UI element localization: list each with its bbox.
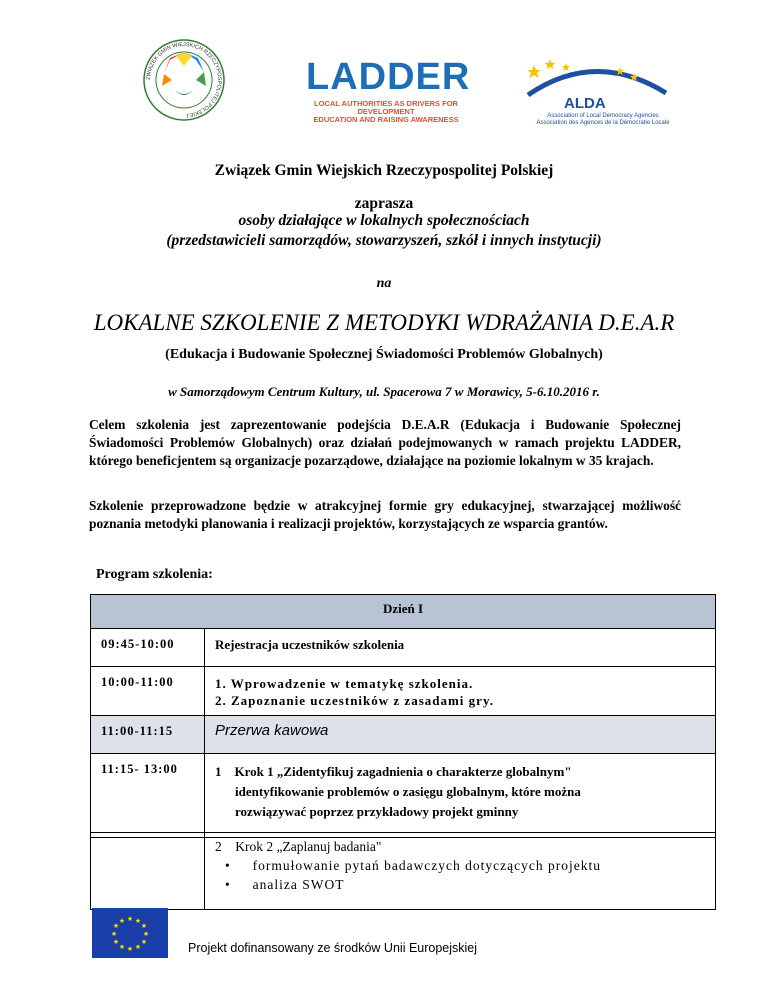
paragraph-goal: Celem szkolenia jest zaprezentowanie podejścia D.E.A.R (Edukacja i Budowanie Społecznej Świadomości Problemów Globalnych) oraz działań podejmowanych w ramach projektu LADDER, którego beneficjentem są organizacje pozarządowe, działające na poziomie lokalnym w 35 krajach. bbox=[89, 417, 681, 468]
bullet-item: formułowanie pytań badawczych dotyczących projektu bbox=[252, 858, 601, 873]
table-row bbox=[91, 754, 716, 838]
activity-line: 2. Zapoznanie uczestników z zasadami gry. bbox=[215, 693, 494, 708]
step-title: Krok 2 „Zaplanuj badania" bbox=[235, 839, 382, 854]
invites-text: zaprasza bbox=[354, 195, 414, 212]
svg-text:★: ★ bbox=[140, 938, 148, 946]
table-row bbox=[91, 629, 716, 667]
ladder-wordmark: LADDER bbox=[306, 56, 471, 98]
step-number: 1 bbox=[215, 764, 222, 779]
svg-text:★: ★ bbox=[142, 930, 150, 938]
program-label: Program szkolenia: bbox=[96, 567, 213, 582]
alda-subtitle-1: Association of Local Democracy Agencies bbox=[547, 113, 659, 119]
bullet-icon: • bbox=[225, 858, 231, 873]
time-cell: 10:00-11:00 bbox=[91, 667, 205, 716]
svg-text:★: ★ bbox=[134, 943, 142, 951]
ladder-logo bbox=[306, 56, 471, 124]
event-subtitle: (Edukacja i Budowanie Społecznej Świadomości Problemów Globalnych) bbox=[165, 347, 603, 362]
alda-wordmark: ALDA bbox=[564, 95, 606, 112]
funding-note: Projekt dofinansowany ze środków Unii Europejskiej bbox=[188, 941, 478, 955]
activity-line: 1. Wprowadzenie w tematykę szkolenia. bbox=[215, 676, 474, 691]
bullet-item: analiza SWOT bbox=[252, 877, 345, 892]
alda-logo bbox=[520, 55, 670, 135]
svg-text:★: ★ bbox=[110, 930, 118, 938]
bullet-icon: • bbox=[225, 877, 231, 892]
time-cell: 11:00-11:15 bbox=[91, 716, 205, 754]
activity-line: identyfikowanie problemów o zasięgu globalnym, które można bbox=[235, 784, 581, 799]
svg-text:★: ★ bbox=[126, 945, 134, 953]
activity-cell bbox=[205, 833, 716, 910]
event-title: LOKALNE SZKOLENIE Z METODYKI WDRAŻANIA D.E.A.R bbox=[93, 310, 675, 335]
zgwrp-logo bbox=[140, 36, 228, 124]
table-row bbox=[91, 833, 716, 910]
alda-subtitle-2: Association des Agences de la Démocratie Locale bbox=[536, 120, 670, 126]
time-cell bbox=[91, 833, 205, 910]
time-cell: 11:15- 13:00 bbox=[91, 754, 205, 838]
eu-flag-icon bbox=[92, 908, 168, 958]
table-row bbox=[91, 716, 716, 754]
activity-cell: Rejestracja uczestników szkolenia bbox=[205, 629, 716, 667]
audience-line-2: (przedstawicieli samorządów, stowarzyszeń, szkół i innych instytucji) bbox=[166, 232, 602, 249]
svg-text:★: ★ bbox=[140, 922, 148, 930]
activity-cell bbox=[205, 667, 716, 716]
svg-text:★: ★ bbox=[118, 943, 126, 951]
svg-text:★: ★ bbox=[134, 917, 142, 925]
event-venue: w Samorządowym Centrum Kultury, ul. Spacerowa 7 w Morawicy, 5-6.10.2016 r. bbox=[168, 384, 600, 399]
paragraph-format: Szkolenie przeprowadzone będzie w atrakcyjnej formie gry edukacyjnej, stwarzającej możliwość poznania metodyki planowania i realizacji projektów, korzystających ze wsparcia grantów. bbox=[89, 498, 681, 531]
audience-line-1: osoby działające w lokalnych społecznościach bbox=[238, 212, 530, 229]
ladder-tagline-2: EDUCATION AND RAISING AWARENESS bbox=[313, 115, 459, 124]
svg-text:★: ★ bbox=[112, 938, 120, 946]
ladder-tagline-1: LOCAL AUTHORITIES AS DRIVERS FOR DEVELOPMENT bbox=[314, 99, 458, 116]
table-header-row bbox=[91, 595, 716, 629]
svg-text:★: ★ bbox=[118, 917, 126, 925]
activity-cell: Przerwa kawowa bbox=[205, 716, 716, 754]
schedule-table bbox=[90, 594, 716, 838]
svg-text:★: ★ bbox=[112, 922, 120, 930]
table-row bbox=[91, 667, 716, 716]
schedule-table-continued bbox=[90, 832, 716, 910]
organization-name: Związek Gmin Wiejskich Rzeczypospolitej Polskiej bbox=[214, 162, 554, 179]
svg-text:★: ★ bbox=[126, 915, 134, 923]
step-number: 2 bbox=[215, 839, 222, 854]
activity-line: rozwiązywać poprzez przykładowy projekt gminny bbox=[235, 804, 519, 819]
step-title: Krok 1 „Zidentyfikuj zagadnienia o charakterze globalnym" bbox=[234, 764, 572, 779]
activity-cell bbox=[205, 754, 716, 838]
time-cell: 09:45-10:00 bbox=[91, 629, 205, 667]
day-label: Dzień I bbox=[91, 595, 716, 629]
ring-text: ZWIĄZEK GMIN WIEJSKICH RZECZYPOSPOLITEJ POLSKIEJ bbox=[145, 41, 223, 118]
na-text: na bbox=[376, 276, 392, 291]
